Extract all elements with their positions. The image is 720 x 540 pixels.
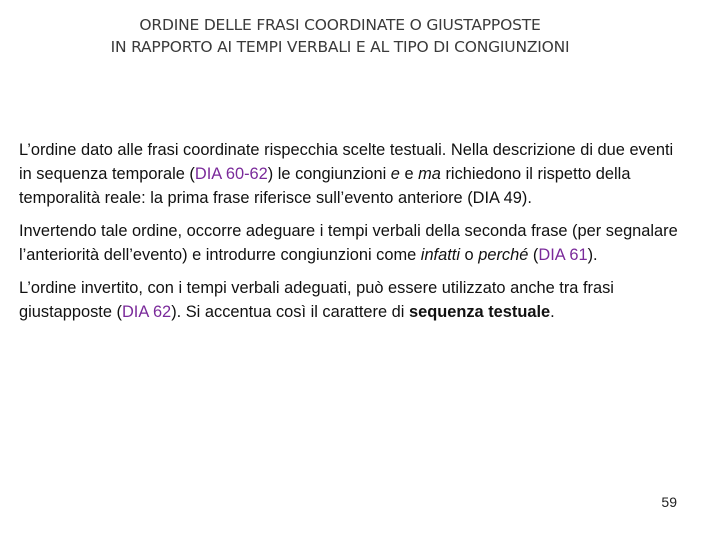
bold-term: sequenza testuale: [408, 303, 551, 321]
paragraph-text: L’ordine invertito, con i tempi verbali adeguati, può essere utilizzato anche tra frasi giustapposte (: [19, 279, 614, 321]
paragraph-2: [19, 219, 689, 267]
paragraph-text: richiedono il rispetto della temporalità reale: la prima frase riferisce sull’evento anteriore (DIA 49).: [19, 165, 631, 207]
paragraph-text: ).: [587, 246, 598, 264]
paragraph-text: e: [399, 165, 419, 183]
dia-reference-link[interactable]: DIA 61: [538, 246, 588, 264]
paragraph-1: [19, 138, 689, 210]
slide-body: [19, 138, 689, 333]
dia-reference-link[interactable]: DIA 62: [121, 303, 172, 321]
dia-reference-link[interactable]: DIA 60-62: [194, 165, 268, 183]
paragraph-text: L’ordine dato alle frasi coordinate rispecchia scelte testuali. Nella descrizione di due eventi in sequenza temporale (: [19, 141, 674, 183]
page-number: 59: [661, 494, 677, 510]
italic-term: perché: [478, 246, 529, 264]
paragraph-text: o: [459, 246, 479, 264]
italic-term: e: [390, 165, 400, 183]
paragraph-text: .: [550, 303, 555, 321]
paragraph-text: ) le congiunzioni: [267, 165, 391, 183]
italic-term: infatti: [420, 246, 460, 264]
paragraph-text: Invertendo tale ordine, occorre adeguare i tempi verbali della seconda frase (per segnalare l’anteriorità dell’evento) e introdurre congiunzioni come: [19, 222, 678, 264]
paragraph-3: [19, 276, 689, 324]
italic-term: ma: [418, 165, 441, 183]
slide-title: [60, 14, 620, 58]
title-line-2: IN RAPPORTO AI TEMPI VERBALI E AL TIPO DI CONGIUNZIONI: [110, 38, 570, 56]
paragraph-text: (: [528, 246, 539, 264]
title-line-1: ORDINE DELLE FRASI COORDINATE O GIUSTAPPOSTE: [139, 16, 541, 34]
paragraph-text: ). Si accentua così il carattere di: [171, 303, 409, 321]
